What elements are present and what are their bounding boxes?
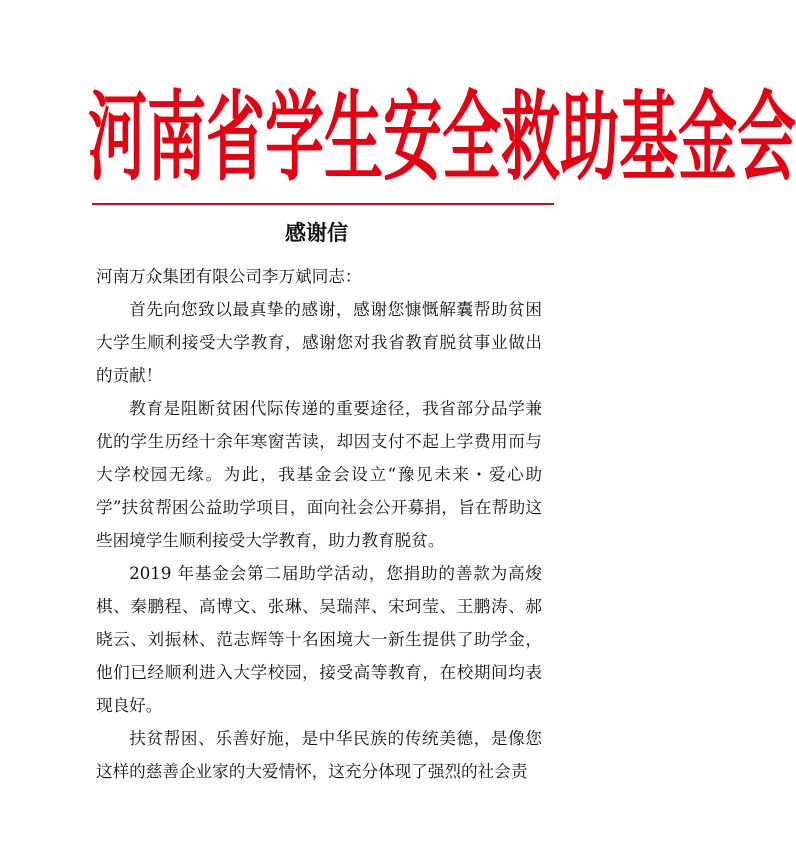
letterhead-red-rule	[92, 203, 554, 205]
letter-title: 感谢信	[285, 221, 348, 245]
salutation: 河南万众集团有限公司李万斌同志：	[96, 267, 362, 286]
letter-body	[96, 260, 542, 788]
letterhead-org-name: 河 南 省 学 生 安 全 救 助 基 金 会	[88, 80, 796, 195]
paragraph: 扶贫帮困、乐善好施，是中华民族的传统美德，是像您这样的慈善企业家的大爱情怀，这充分体现了强烈的社会责	[96, 729, 542, 781]
paragraph: 2019 年基金会第二届助学活动，您捐助的善款为高焌棋、秦鹏程、高博文、张琳、吴瑞萍、宋珂莹、王鹏涛、郝晓云、刘振林、范志辉等十名困境大一新生提供了助学金，他们已经顺利进入大学校园，接受高等教育，在校期间均表现良好。	[96, 564, 542, 715]
paragraph: 首先向您致以最真挚的感谢，感谢您慷慨解囊帮助贫困大学生顺利接受大学教育，感谢您对我省教育脱贫事业做出的贡献！	[96, 300, 542, 385]
paragraph: 教育是阻断贫困代际传递的重要途径，我省部分品学兼优的学生历经十余年寒窗苦读，却因支付不起上学费用而与大学校园无缘。为此，我基金会设立“豫见未来・爱心助学”扶贫帮困公益助学项目，面向社会公开募捐，旨在帮助这些困境学生顺利接受大学教育，助力教育脱贫。	[96, 399, 542, 550]
